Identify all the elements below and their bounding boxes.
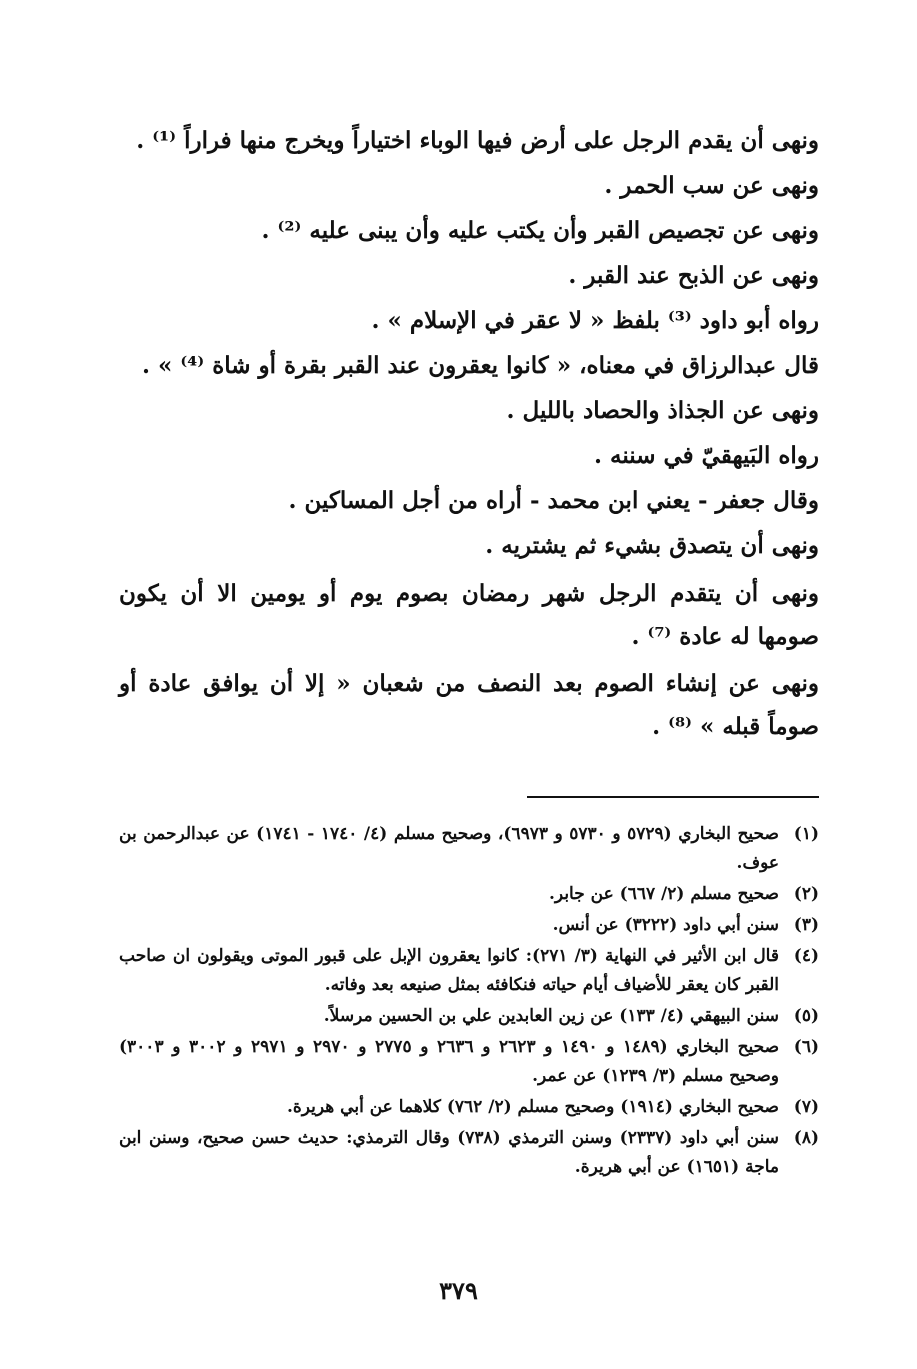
footnotes-section bbox=[119, 820, 819, 1184]
footnote-text: صحيح مسلم (٢/ ٦٦٧) عن جابر. bbox=[549, 884, 779, 904]
footnote-number: (٣) bbox=[793, 915, 819, 935]
paragraph-abu-dawud-narration: رواه أبو داود ⁽³⁾ بلفظ « لا عقر في الإسلام » . bbox=[371, 307, 819, 334]
footnote-text: قال ابن الأثير في النهاية (٣/ ٢٧١): كانوا يعقرون الإبل على قبور الموتى ويقولون ان صاحب القبر كان يعقر للأضياف أيام حياته فنكافئه بمثل صنيعه بعد وفاته. bbox=[119, 946, 779, 995]
paragraph-harvest-at-night: ونهى عن الجذاذ والحصاد بالليل . bbox=[506, 397, 819, 424]
footnote-text: سنن أبي داود (٢٣٣٧) وسنن الترمذي (٧٣٨) وقال الترمذي: حديث حسن صحيح، وسنن ابن ماجة (١٦٥١) عن أبي هريرة. bbox=[119, 1128, 779, 1177]
footnote-5 bbox=[119, 1002, 819, 1031]
footnote-number: (٦) bbox=[793, 1037, 819, 1057]
paragraph-plastering-grave: ونهى عن تجصيص القبر وأن يكتب عليه وأن يبنى عليه ⁽²⁾ . bbox=[261, 217, 819, 244]
footnote-number: (٢) bbox=[793, 884, 819, 904]
footnote-2 bbox=[119, 880, 819, 909]
footnote-4 bbox=[119, 942, 819, 1000]
footnote-separator bbox=[527, 796, 819, 798]
paragraph-fasting-after-mid-shaban: ونهى عن إنشاء الصوم بعد النصف من شعبان « إلا أن يوافق عادة أو صوماً قبله » ⁽⁸⁾ . bbox=[119, 670, 819, 740]
footnote-number: (٤) bbox=[793, 946, 819, 966]
footnote-1 bbox=[119, 820, 819, 878]
paragraph-plague: ونهى أن يقدم الرجل على أرض فيها الوباء اختياراً ويخرج منها فراراً ⁽¹⁾ . bbox=[136, 127, 819, 154]
footnote-number: (١) bbox=[793, 824, 819, 844]
footnote-text: سنن أبي داود (٣٢٢٢) عن أنس. bbox=[552, 915, 779, 935]
paragraph-abdulrazzaq-meaning: قال عبدالرزاق في معناه، « كانوا يعقرون عند القبر بقرة أو شاة ⁽⁴⁾ » . bbox=[142, 352, 819, 379]
paragraph-charity-buyback: ونهى أن يتصدق بشيء ثم يشتريه . bbox=[485, 532, 819, 559]
paragraph-preceding-ramadan: ونهى أن يتقدم الرجل شهر رمضان بصوم يوم أو يومين الا أن يكون صومها له عادة ⁽⁷⁾ . bbox=[119, 580, 819, 650]
footnote-number: (٧) bbox=[793, 1097, 819, 1117]
footnote-8 bbox=[119, 1124, 819, 1182]
paragraph-slaughter-at-grave: ونهى عن الذبح عند القبر . bbox=[568, 262, 819, 289]
footnote-3 bbox=[119, 911, 819, 940]
page-number: ٣٧٩ bbox=[439, 1276, 478, 1305]
main-text bbox=[119, 118, 819, 748]
footnote-7 bbox=[119, 1093, 819, 1122]
footnote-text: سنن البيهقي (٤/ ١٣٣) عن زين العابدين علي بن الحسين مرسلاً. bbox=[323, 1006, 779, 1026]
footnote-number: (٨) bbox=[793, 1128, 819, 1148]
paragraph-cursing-donkeys: ونهى عن سب الحمر . bbox=[604, 172, 819, 199]
footnote-text: صحيح البخاري (١٩١٤) وصحيح مسلم (٢/ ٧٦٢) كلاهما عن أبي هريرة. bbox=[286, 1097, 779, 1117]
footnote-text: صحيح البخاري (٥٧٢٩ و ٥٧٣٠ و ٦٩٧٣)، وصحيح مسلم (٤/ ١٧٤٠ - ١٧٤١) عن عبدالرحمن بن عوف. bbox=[119, 824, 779, 873]
footnote-6 bbox=[119, 1033, 819, 1091]
footnote-number: (٥) bbox=[793, 1006, 819, 1026]
footnote-text: صحيح البخاري (١٤٨٩ و ١٤٩٠ و ٢٦٢٣ و ٢٦٣٦ و ٢٧٧٥ و ٢٩٧٠ و ٢٩٧١ و ٣٠٠٢ و ٣٠٠٣) وصحيح مسلم (٣/ ١٢٣٩) عن عمر. bbox=[119, 1037, 780, 1086]
paragraph-bayhaqi-narration: رواه البَيهقيّ في سننه . bbox=[593, 442, 819, 469]
paragraph-jafar-saying: وقال جعفر - يعني ابن محمد - أراه من أجل المساكين . bbox=[288, 487, 819, 514]
